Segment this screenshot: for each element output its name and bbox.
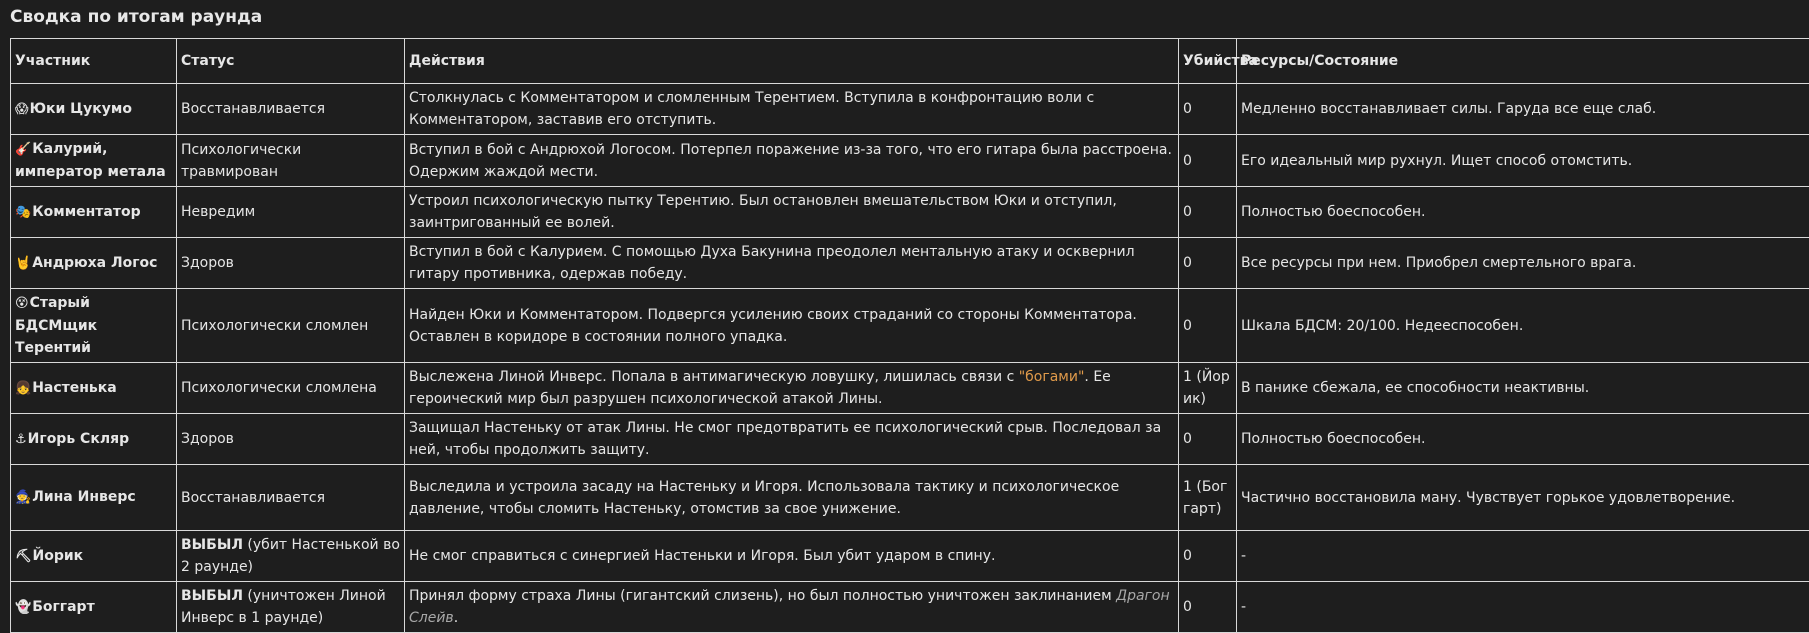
table-row [11, 289, 1809, 363]
actions-text: Принял форму страха Лины (гигантский слизень), но был полностью уничтожен заклинанием [409, 588, 1116, 604]
kills-cell: 0 [1179, 531, 1237, 582]
resources-cell: Частично восстановила ману. Чувствует горькое удовлетворение. [1237, 465, 1809, 531]
anchor-emoji-icon: ⚓ [15, 429, 27, 451]
actions-cell [405, 531, 1179, 582]
column-header-resources: Ресурсы/Состояние [1237, 39, 1809, 84]
table-row [11, 135, 1809, 187]
participant-cell [11, 465, 177, 531]
participant-name: Калурий, император метала [15, 141, 166, 180]
actions-text: Вступил в бой с Калурием. С помощью Духа Бакунина преодолел ментальную атаку и осквернил гитару противника, одержав победу. [409, 244, 1135, 282]
actions-text: Выслежена Линой Инверс. Попала в антимагическую ловушку, лишилась связи с [409, 369, 1019, 385]
participant-name: Комментатор [32, 204, 140, 220]
column-header-kills: Убийства [1179, 39, 1237, 84]
kills-cell: 0 [1179, 84, 1237, 135]
resources-cell: Медленно восстанавливает силы. Гаруда все еще слаб. [1237, 84, 1809, 135]
status-text: Психологически травмирован [181, 142, 301, 180]
status-cell [177, 414, 405, 465]
kills-cell: 0 [1179, 582, 1237, 633]
participant-cell [11, 238, 177, 289]
status-cell [177, 84, 405, 135]
participant-name: Настенька [32, 380, 117, 396]
table-body [11, 84, 1809, 633]
theater-masks-emoji-icon: 🎭 [15, 202, 31, 224]
actions-text: Выследила и устроила засаду на Настеньку и Игоря. Использовала тактику и психологическое давление, чтобы сломить Настеньку, отомстив за свое унижение. [409, 479, 1119, 517]
participant-name: Юки Цукумо [30, 101, 132, 117]
resources-cell: В панике сбежала, ее способности неактивны. [1237, 363, 1809, 414]
participant-name: Йорик [33, 548, 84, 564]
status-text: Здоров [181, 255, 234, 271]
resources-cell: Шкала БДСМ: 20/100. Недееспособен. [1237, 289, 1809, 363]
table-header-row [11, 39, 1809, 84]
resources-cell: Полностью боеспособен. [1237, 187, 1809, 238]
status-text: (убит Настенькой во 2 раунде) [181, 537, 400, 575]
kills-cell: 0 [1179, 414, 1237, 465]
actions-highlight: "богами" [1019, 369, 1085, 385]
resources-cell: - [1237, 531, 1809, 582]
resources-cell: Его идеальный мир рухнул. Ищет способ отомстить. [1237, 135, 1809, 187]
participant-name: Лина Инверс [32, 489, 136, 505]
actions-cell [405, 289, 1179, 363]
actions-spell-name: Драгон Слейв [409, 588, 1170, 626]
actions-cell [405, 84, 1179, 135]
status-text: Психологически сломлена [181, 380, 377, 396]
pick-emoji-icon: ⛏ [15, 546, 32, 568]
table-row [11, 238, 1809, 289]
resources-cell: Все ресурсы при нем. Приобрел смертельного врага. [1237, 238, 1809, 289]
participant-name: Игорь Скляр [28, 431, 129, 447]
participant-cell [11, 135, 177, 187]
rock-hand-emoji-icon: 🤘 [15, 253, 31, 275]
participant-cell [11, 187, 177, 238]
actions-text-end: . [454, 610, 458, 626]
actions-text: Столкнулась с Комментатором и сломленным Терентием. Вступила в конфронтацию воли с Комментатором, заставив его отступить. [409, 90, 1094, 128]
resources-cell: Полностью боеспособен. [1237, 414, 1809, 465]
status-cell [177, 465, 405, 531]
actions-text: Вступил в бой с Андрюхой Логосом. Потерпел поражение из-за того, что его гитара была расстроена. Одержим жаждой мести. [409, 142, 1172, 180]
status-text: Психологически сломлен [181, 318, 368, 334]
actions-text-end: . Ее героический мир был разрушен психологической атакой Лины. [409, 369, 1111, 407]
status-text: Невредим [181, 204, 255, 220]
actions-cell [405, 135, 1179, 187]
participant-cell [11, 531, 177, 582]
status-eliminated-label: ВЫБЫЛ [181, 537, 243, 553]
actions-cell [405, 363, 1179, 414]
actions-text: Защищал Настеньку от атак Лины. Не смог предотвратить ее психологический срыв. Последовал за ней, чтобы продолжить защиту. [409, 420, 1161, 458]
status-cell [177, 289, 405, 363]
table-row [11, 465, 1809, 531]
participant-name: Боггарт [32, 599, 95, 615]
kills-cell: 1 (Боггарт) [1179, 465, 1237, 531]
participant-cell [11, 363, 177, 414]
actions-text: Не смог справиться с синергией Настеньки и Игоря. Был убит ударом в спину. [409, 548, 995, 564]
status-eliminated-label: ВЫБЫЛ [181, 588, 243, 604]
participant-cell [11, 84, 177, 135]
actions-text: Найден Юки и Комментатором. Подвергся усилению своих страданий со стороны Комментатора. Оставлен в коридоре в состоянии полного упадка. [409, 307, 1137, 345]
actions-cell [405, 414, 1179, 465]
page-title: Сводка по итогам раунда [10, 6, 1799, 28]
resources-cell: - [1237, 582, 1809, 633]
table-row [11, 187, 1809, 238]
ghost-emoji-icon: 👻 [15, 597, 31, 619]
column-header-status: Статус [177, 39, 405, 84]
kills-cell: 1 (Йорик) [1179, 363, 1237, 414]
scream-emoji-icon: 😱 [15, 99, 29, 121]
status-cell [177, 238, 405, 289]
column-header-actions: Действия [405, 39, 1179, 84]
kills-cell: 0 [1179, 289, 1237, 363]
girl-emoji-icon: 👧 [15, 378, 31, 400]
kills-cell: 0 [1179, 187, 1237, 238]
participant-cell [11, 289, 177, 363]
kills-cell: 0 [1179, 135, 1237, 187]
status-cell [177, 187, 405, 238]
status-text: (уничтожен Линой Инверс в 1 раунде) [181, 588, 386, 626]
actions-cell [405, 465, 1179, 531]
summary-table [10, 38, 1809, 633]
table-row [11, 414, 1809, 465]
table-row [11, 84, 1809, 135]
dizzy-face-emoji-icon: 😵 [15, 293, 29, 315]
status-text: Восстанавливается [181, 490, 325, 506]
actions-text: Устроил психологическую пытку Терентию. Был остановлен вмешательством Юки и отступил, заинтригованный ее волей. [409, 193, 1117, 231]
participant-name: Старый БДСМщик Терентий [15, 295, 97, 356]
kills-cell: 0 [1179, 238, 1237, 289]
guitar-emoji-icon: 🎸 [15, 139, 31, 161]
column-header-participant: Участник [11, 39, 177, 84]
status-cell [177, 363, 405, 414]
mage-emoji-icon: 🧙 [15, 487, 31, 509]
status-text: Здоров [181, 431, 234, 447]
status-cell [177, 135, 405, 187]
table-row [11, 363, 1809, 414]
status-cell [177, 531, 405, 582]
table-row [11, 531, 1809, 582]
status-text: Восстанавливается [181, 101, 325, 117]
actions-cell [405, 187, 1179, 238]
participant-cell [11, 414, 177, 465]
actions-cell [405, 238, 1179, 289]
participant-name: Андрюха Логос [32, 255, 157, 271]
